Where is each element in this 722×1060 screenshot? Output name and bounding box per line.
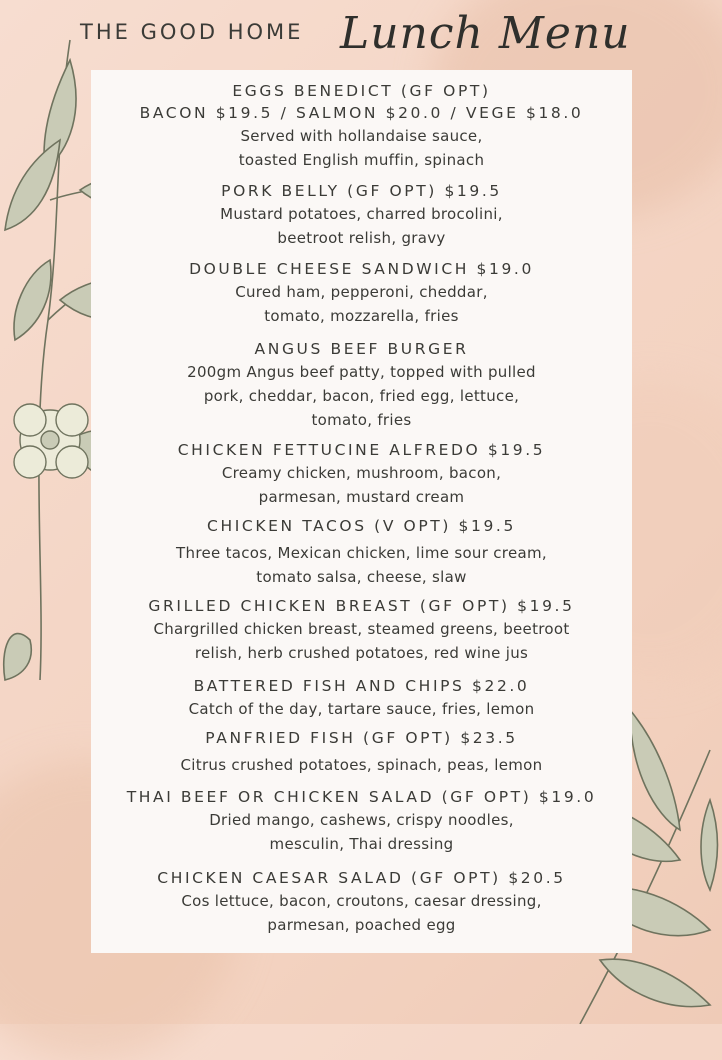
menu-item-description: tomato salsa, cheese, slaw [256, 568, 467, 586]
menu-item-description: beetroot relish, gravy [277, 229, 446, 247]
menu-item-description: pork, cheddar, bacon, fried egg, lettuce, [203, 387, 520, 405]
menu-item-title: CHICKEN CAESAR SALAD (GF OPT) $20.5 [157, 869, 566, 887]
menu-item-description: parmesan, poached egg [267, 916, 456, 934]
menu-item-description: parmesan, mustard cream [258, 488, 465, 506]
menu-item-eggs-benedict [91, 80, 632, 172]
menu-item-description: Mustard potatoes, charred brocolini, [220, 205, 503, 223]
menu-item-description: tomato, mozzarella, fries [264, 307, 459, 325]
menu-item-description: Cos lettuce, bacon, croutons, caesar dressing, [181, 892, 542, 910]
menu-item-description: tomato, fries [311, 411, 412, 429]
menu-item-thai-salad [91, 786, 632, 856]
menu-item-title: ANGUS BEEF BURGER [254, 340, 469, 358]
menu-item-panfried-fish [91, 727, 632, 777]
menu-title: Lunch Menu [340, 8, 631, 59]
menu-item-description: relish, herb crushed potatoes, red wine jus [194, 644, 529, 662]
menu-item-title: EGGS BENEDICT (GF OPT) [232, 82, 491, 100]
menu-item-description: Served with hollandaise sauce, [240, 127, 483, 145]
menu-item-description: Citrus crushed potatoes, spinach, peas, lemon [180, 756, 543, 774]
menu-item-title: BATTERED FISH AND CHIPS $22.0 [193, 677, 530, 695]
menu-item-description: toasted English muffin, spinach [238, 151, 485, 169]
menu-item-description: Dried mango, cashews, crispy noodles, [209, 811, 514, 829]
menu-item-prices: BACON $19.5 / SALMON $20.0 / VEGE $18.0 [139, 104, 584, 122]
menu-item-title: GRILLED CHICKEN BREAST (GF OPT) $19.5 [148, 597, 575, 615]
menu-header [0, 0, 722, 70]
menu-item-chicken-fettucine-alfredo [91, 439, 632, 509]
menu-item-chicken-caesar-salad [91, 867, 632, 937]
menu-item-double-cheese-sandwich [91, 258, 632, 328]
menu-item-title: PANFRIED FISH (GF OPT) $23.5 [205, 729, 518, 747]
menu-item-description: mesculin, Thai dressing [269, 835, 454, 853]
menu-item-title: CHICKEN FETTUCINE ALFREDO $19.5 [177, 441, 546, 459]
menu-item-description: Three tacos, Mexican chicken, lime sour cream, [176, 544, 547, 562]
menu-item-description: Cured ham, pepperoni, cheddar, [235, 283, 488, 301]
menu-item-pork-belly [91, 180, 632, 250]
menu-item-title: CHICKEN TACOS (V OPT) $19.5 [207, 517, 516, 535]
menu-item-title: THAI BEEF OR CHICKEN SALAD (GF OPT) $19.0 [126, 788, 597, 806]
menu-item-chicken-tacos [91, 515, 632, 589]
menu-item-battered-fish-and-chips [91, 675, 632, 721]
menu-item-description: Creamy chicken, mushroom, bacon, [221, 464, 502, 482]
menu-item-title: DOUBLE CHEESE SANDWICH $19.0 [189, 260, 534, 278]
menu-item-angus-beef-burger [91, 338, 632, 432]
restaurant-name: THE GOOD HOME [80, 20, 304, 44]
menu-item-description: Chargrilled chicken breast, steamed greens, beetroot [153, 620, 570, 638]
menu-item-description: 200gm Angus beef patty, topped with pulled [187, 363, 536, 381]
menu-item-description: Catch of the day, tartare sauce, fries, lemon [188, 700, 535, 718]
menu-item-grilled-chicken-breast [91, 595, 632, 665]
menu-item-title: PORK BELLY (GF OPT) $19.5 [221, 182, 502, 200]
